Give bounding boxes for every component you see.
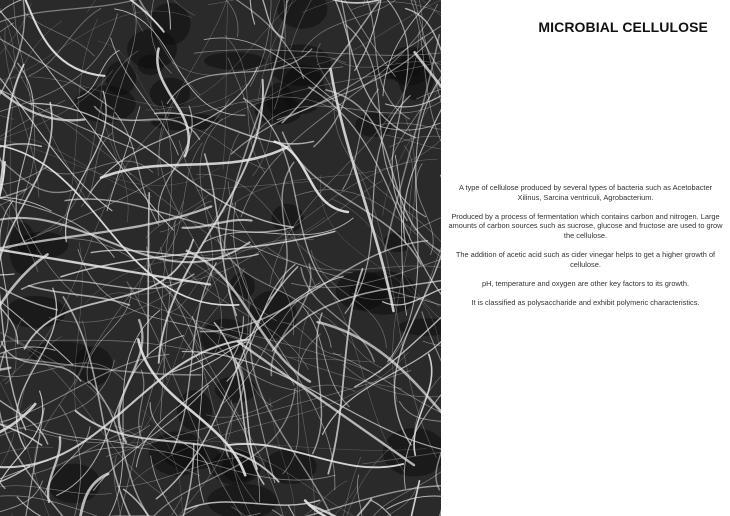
paragraph-bacteria: A type of cellulose produced by several types of bacteria such as Acetobacter Xilinus, Sarcina ventriculi, Agrobacterium.: [458, 183, 713, 202]
paragraph-fermentation: Produced by a process of fermentation which contains carbon and nitrogen. Large amounts of carbon sources such as sucrose, glucose and fructose are used to grow the cellulose.: [448, 211, 723, 240]
page-title: MICROBIAL CELLULOSE: [538, 19, 708, 35]
description-text: [447, 183, 724, 317]
paragraph-acetic-acid: The addition of acetic acid such as cider vinegar helps to get a higher growth of cellulose.: [455, 250, 716, 269]
paragraph-classification: It is classified as polysaccharide and exhibit polymeric characteristics.: [471, 298, 700, 308]
paragraph-growth-factors: pH, temperature and oxygen are other key factors to its growth.: [481, 278, 690, 288]
text-panel: [441, 0, 730, 516]
